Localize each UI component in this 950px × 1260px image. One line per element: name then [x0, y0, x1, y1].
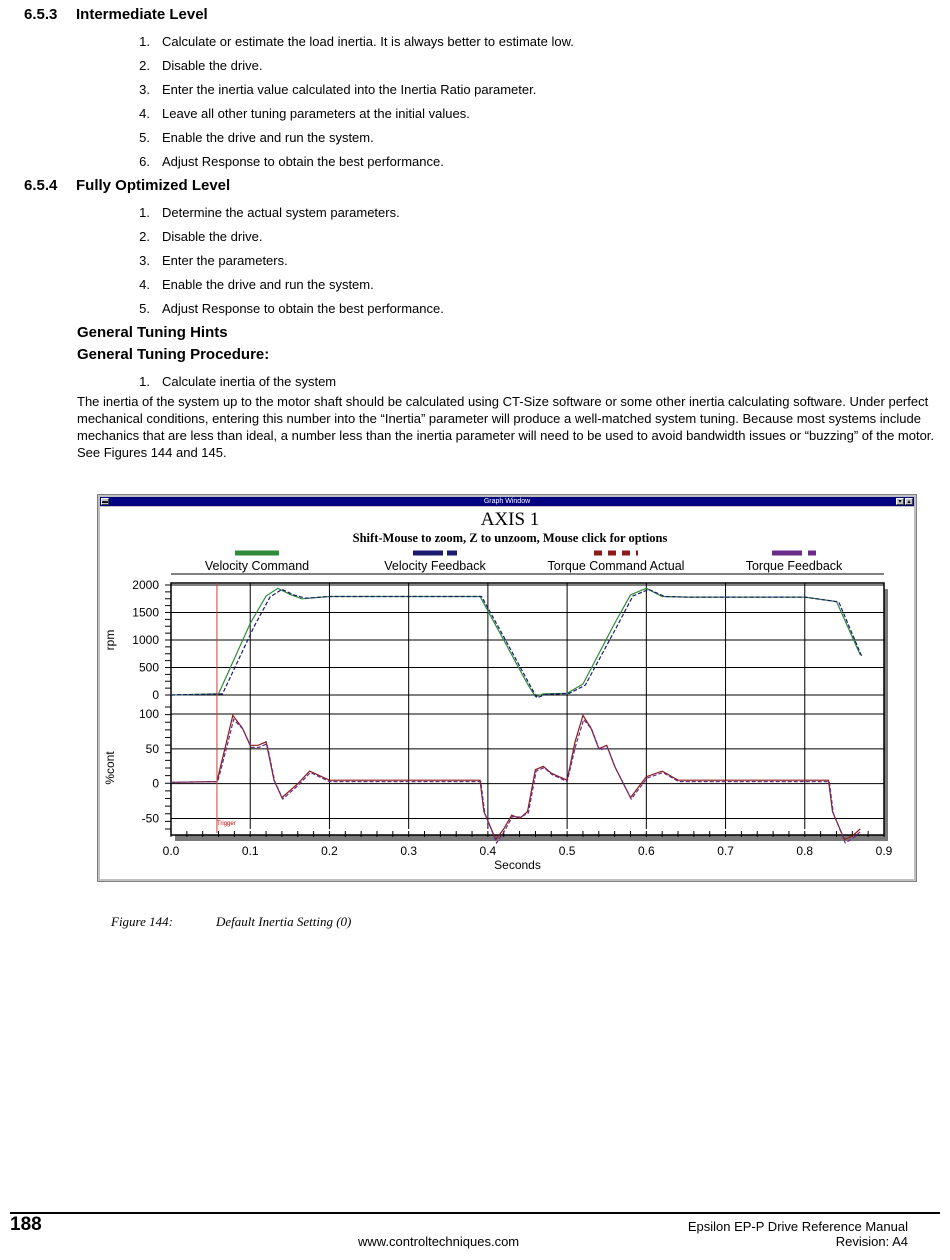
minimize-icon[interactable]: ▾: [896, 498, 904, 505]
legend-label: Torque Feedback: [745, 559, 843, 573]
section-heading-6-5-3: [24, 6, 208, 23]
graph-client-area[interactable]: [100, 507, 914, 879]
step-text: Calculate inertia of the system: [162, 374, 337, 389]
step-text: Adjust Response to obtain the best performance.: [162, 301, 444, 316]
list-item: [130, 229, 830, 245]
step-text: Disable the drive.: [162, 58, 263, 73]
list-item: [130, 130, 830, 146]
step-number: 3.: [139, 82, 150, 97]
step-text: Calculate or estimate the load inertia. It is always better to estimate low.: [162, 34, 574, 49]
x-tick-label: 0.3: [400, 844, 418, 858]
procedure-heading: General Tuning Procedure:: [77, 346, 270, 363]
y-axis-label: %cont: [103, 751, 117, 785]
x-tick-label: 0.8: [796, 844, 814, 858]
plot-frame: [171, 583, 884, 835]
y-tick-label: 100: [138, 706, 159, 721]
list-item: [130, 106, 830, 122]
y-tick-label: 1000: [132, 633, 159, 647]
footer-manual-title: Epsilon EP-P Drive Reference Manual: [687, 1219, 908, 1234]
chart-legend: [171, 553, 884, 574]
step-number: 5.: [139, 130, 150, 145]
step-number: 6.: [139, 154, 150, 169]
list-item: [130, 301, 830, 317]
step-number: 3.: [139, 253, 150, 268]
list-item: [130, 253, 830, 269]
y-tick-label: 1500: [132, 605, 159, 620]
section-title: Fully Optimized Level: [76, 177, 231, 194]
list-item: [130, 205, 830, 221]
chart-svg[interactable]: [100, 507, 912, 879]
list-item: [130, 277, 830, 293]
system-menu-icon[interactable]: ▬: [102, 499, 108, 505]
step-number: 5.: [139, 301, 150, 316]
footer-url[interactable]: www.controltechniques.com: [358, 1234, 520, 1249]
step-number: 1.: [139, 374, 150, 389]
step-text: Enable the drive and run the system.: [162, 130, 374, 145]
x-tick-label: 0.9: [875, 844, 893, 858]
footer-revision: Revision: A4: [835, 1234, 908, 1249]
x-tick-label: 0.6: [637, 844, 655, 858]
section-number: 6.5.4: [24, 177, 58, 194]
figure-label: Figure 144:: [111, 914, 173, 929]
section-title: Intermediate Level: [76, 6, 208, 23]
y-axis-label: rpm: [103, 629, 117, 651]
x-axis-label: Seconds: [494, 858, 541, 872]
body-paragraph: The inertia of the system up to the motor shaft should be calculated using CT-Size software or some other inertia calculating software. Under perfect mechanical conditions, entering this number into the “Inertia” parameter will produce a well-matched system tuning. Because most systems include mechanics that are less than ideal, a number less than the inertia parameter will need to be used to avoid bandwidth issues or “buzzing” of the motor. See Figures 144 and 145.: [77, 394, 935, 460]
x-tick-label: 0.1: [241, 844, 259, 858]
y-tick-label: 2000: [132, 578, 159, 592]
x-tick-label: 0.7: [717, 844, 734, 858]
graph-window[interactable]: [97, 494, 917, 882]
section-number: 6.5.3: [24, 6, 58, 23]
x-tick-label: 0.4: [479, 844, 497, 858]
step-number: 1.: [139, 34, 150, 49]
legend-label: Velocity Feedback: [384, 559, 486, 573]
y-tick-label: 50: [145, 741, 159, 756]
step-text: Enable the drive and run the system.: [162, 277, 374, 292]
step-text: Enter the parameters.: [162, 253, 288, 268]
trigger-label: Trigger: [216, 821, 236, 827]
step-text: Enter the inertia value calculated into the Inertia Ratio parameter.: [162, 82, 537, 97]
chart-subtitle: Shift-Mouse to zoom, Z to unzoom, Mouse click for options: [352, 531, 668, 545]
step-number: 4.: [139, 277, 150, 292]
graph-window-title-bar[interactable]: [100, 497, 914, 506]
section-heading-6-5-4: [24, 177, 230, 194]
step-number: 4.: [139, 106, 150, 121]
step-number: 2.: [139, 229, 150, 244]
x-tick-label: 0.0: [162, 844, 180, 858]
graph-window-title: Graph Window: [483, 498, 531, 505]
step-text: Determine the actual system parameters.: [162, 205, 400, 220]
x-tick-label: 0.5: [558, 844, 576, 858]
y-tick-label: 0: [152, 688, 159, 702]
plot-area: [103, 578, 893, 872]
y-tick-label: 500: [138, 660, 159, 675]
list-item: [130, 82, 830, 98]
legend-label: Velocity Command: [204, 559, 310, 573]
x-tick-label: 0.2: [321, 844, 338, 858]
hints-heading: General Tuning Hints: [77, 324, 228, 341]
step-text: Adjust Response to obtain the best performance.: [162, 154, 444, 169]
legend-label: Torque Command Actual: [547, 559, 685, 573]
footer-rule: [10, 1212, 940, 1214]
y-tick-label: -50: [141, 811, 159, 826]
figure-caption: Default Inertia Setting (0): [216, 914, 352, 929]
page-number: 188: [10, 1214, 42, 1235]
chart-title: AXIS 1: [480, 509, 540, 530]
step-number: 1.: [139, 205, 150, 220]
list-item: [130, 374, 830, 390]
step-text: Leave all other tuning parameters at the initial values.: [162, 106, 470, 121]
maximize-icon[interactable]: ▴: [905, 498, 913, 505]
step-text: Disable the drive.: [162, 229, 263, 244]
list-item: [130, 58, 830, 74]
y-tick-label: 0: [152, 776, 159, 791]
list-item: [130, 34, 830, 50]
step-number: 2.: [139, 58, 150, 73]
list-item: [130, 154, 830, 170]
